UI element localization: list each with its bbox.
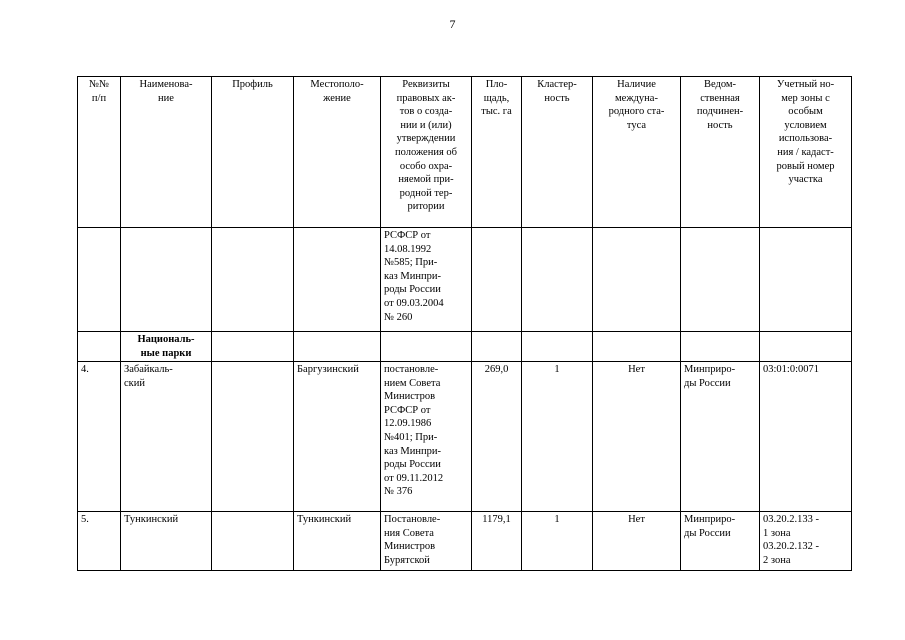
text-line: использова- — [778, 133, 833, 145]
text-line: ния Совета — [384, 527, 434, 539]
text-line: каз Минпри- — [384, 270, 441, 282]
text-line: роды России — [384, 284, 441, 296]
text-line: Тункинский — [297, 514, 352, 525]
text-line: Тункинский — [124, 514, 179, 525]
text-line: п/п — [91, 92, 107, 104]
continuation-legal-acts — [381, 228, 472, 332]
header-cell-subordination — [681, 77, 760, 228]
text-line: тыс. га — [481, 106, 512, 118]
table-cell — [212, 332, 294, 362]
row-location — [294, 362, 381, 512]
header-cell-location — [294, 77, 381, 228]
text-line: особым — [788, 106, 823, 118]
text-line: мер зоны с — [781, 92, 830, 104]
row-legal-acts — [381, 362, 472, 512]
text-line: положения об — [394, 146, 458, 158]
text-line: ды России — [684, 527, 731, 539]
table-cell — [760, 228, 852, 332]
page-number: 7 — [449, 17, 456, 31]
text-line: 1 зона — [763, 527, 791, 539]
table-cell — [472, 332, 522, 362]
header-cell-zone-number — [760, 77, 852, 228]
section-title — [121, 332, 212, 362]
text-line: Минприро- — [684, 514, 736, 525]
text-line: № 376 — [384, 486, 413, 498]
text-line: особо охра- — [399, 160, 453, 172]
row-location — [294, 512, 381, 571]
row-cluster: 1 — [522, 512, 593, 571]
table-cell — [294, 228, 381, 332]
protected-areas-table — [77, 76, 852, 571]
text-line: Бурятской — [384, 554, 430, 566]
text-line: условием — [784, 119, 827, 131]
text-line: ние — [158, 92, 174, 104]
text-line: нии и (или) — [400, 119, 452, 131]
section-title-row — [78, 332, 852, 362]
text-line: от 09.03.2004 — [384, 297, 444, 309]
text-line: Пло- — [485, 79, 508, 90]
text-line: РСФСР от — [384, 230, 431, 241]
text-line: Местополо- — [310, 79, 364, 90]
text-line: туса — [626, 119, 647, 131]
text-line: родной тер- — [399, 187, 453, 199]
text-line: родного ста- — [608, 106, 665, 118]
table-cell — [78, 332, 121, 362]
text-line: щадь, — [483, 92, 510, 104]
table-row — [78, 512, 852, 571]
text-line: Профиль — [232, 79, 273, 90]
row-profile — [212, 362, 294, 512]
table-cell — [522, 332, 593, 362]
table-cell — [121, 228, 212, 332]
text-line: подчинен- — [696, 106, 744, 118]
row-cluster: 1 — [522, 362, 593, 512]
header-cell-cluster — [522, 77, 593, 228]
header-cell-area — [472, 77, 522, 228]
row-name — [121, 512, 212, 571]
text-line: правовых ак- — [396, 92, 456, 104]
text-line: 03.20.2.132 - — [763, 541, 819, 553]
table-row — [78, 362, 852, 512]
text-line: Наличие — [617, 79, 656, 90]
row-name — [121, 362, 212, 512]
row-zone-number — [760, 512, 852, 571]
header-cell-number — [78, 77, 121, 228]
text-line: ритории — [407, 201, 445, 213]
text-line: участка — [788, 174, 823, 186]
text-line: 2 зона — [763, 554, 791, 566]
text-line: ственная — [700, 92, 740, 104]
text-line: от 09.11.2012 — [384, 472, 444, 484]
text-line: Постановле- — [384, 514, 441, 525]
table-cell — [294, 332, 381, 362]
table-cell — [472, 228, 522, 332]
text-line: Наименова- — [139, 79, 193, 90]
text-line: нием Совета — [384, 377, 441, 389]
table-cell — [522, 228, 593, 332]
text-line: Реквизиты — [402, 79, 450, 90]
text-line: Националь- — [137, 334, 195, 345]
row-intl-status: Нет — [593, 362, 681, 512]
text-line: №№ — [88, 79, 110, 90]
text-line: Забайкаль- — [124, 364, 173, 375]
text-line: Учетный но- — [776, 79, 835, 90]
text-line: Баргузинский — [297, 364, 359, 375]
text-line: Министров — [384, 391, 436, 403]
table-cell — [593, 332, 681, 362]
row-area: 269,0 — [472, 362, 522, 512]
row-intl-status: Нет — [593, 512, 681, 571]
text-line: ность — [544, 92, 570, 104]
text-line: Ведом- — [703, 79, 737, 90]
row-subordination — [681, 512, 760, 571]
row-legal-acts — [381, 512, 472, 571]
text-line: №401; При- — [384, 431, 438, 443]
table-cell — [381, 332, 472, 362]
text-line: №585; При- — [384, 257, 438, 269]
table-header-row — [78, 77, 852, 228]
table-cell — [78, 228, 121, 332]
table-cell — [212, 228, 294, 332]
table-cell — [593, 228, 681, 332]
text-line: 14.08.1992 — [384, 243, 432, 255]
text-line: роды России — [384, 459, 441, 471]
text-line: Министров — [384, 541, 436, 553]
text-line: ные парки — [140, 347, 192, 359]
row-profile — [212, 512, 294, 571]
header-cell-name — [121, 77, 212, 228]
header-cell-profile — [212, 77, 294, 228]
text-line: 03:01:0:0071 — [763, 364, 820, 375]
header-cell-intl-status — [593, 77, 681, 228]
text-line: каз Минпри- — [384, 445, 441, 457]
row-number: 5. — [78, 512, 121, 571]
text-line: ский — [124, 377, 145, 389]
text-line: Кластер- — [537, 79, 577, 90]
text-line: 03.20.2.133 - — [763, 514, 819, 525]
text-line: № 260 — [384, 311, 413, 323]
row-zone-number — [760, 362, 852, 512]
text-line: тов о созда- — [399, 106, 453, 118]
text-line: ровый номер — [776, 160, 835, 172]
text-line: Минприро- — [684, 364, 736, 375]
table-cell — [681, 228, 760, 332]
row-subordination — [681, 362, 760, 512]
text-line: 12.09.1986 — [384, 418, 432, 430]
table-cell — [681, 332, 760, 362]
text-line: ния / кадаст- — [777, 146, 834, 158]
row-number: 4. — [78, 362, 121, 512]
text-line: няемой при- — [398, 174, 454, 186]
header-cell-legal-acts — [381, 77, 472, 228]
row-area: 1179,1 — [472, 512, 522, 571]
table-cell — [760, 332, 852, 362]
text-line: ность — [707, 119, 733, 131]
text-line: ды России — [684, 377, 731, 389]
text-line: междуна- — [615, 92, 658, 104]
text-line: утверждении — [396, 133, 456, 145]
table-row-continuation — [78, 228, 852, 332]
text-line: постановле- — [384, 364, 439, 375]
text-line: РСФСР от — [384, 404, 431, 416]
text-line: жение — [323, 92, 351, 104]
